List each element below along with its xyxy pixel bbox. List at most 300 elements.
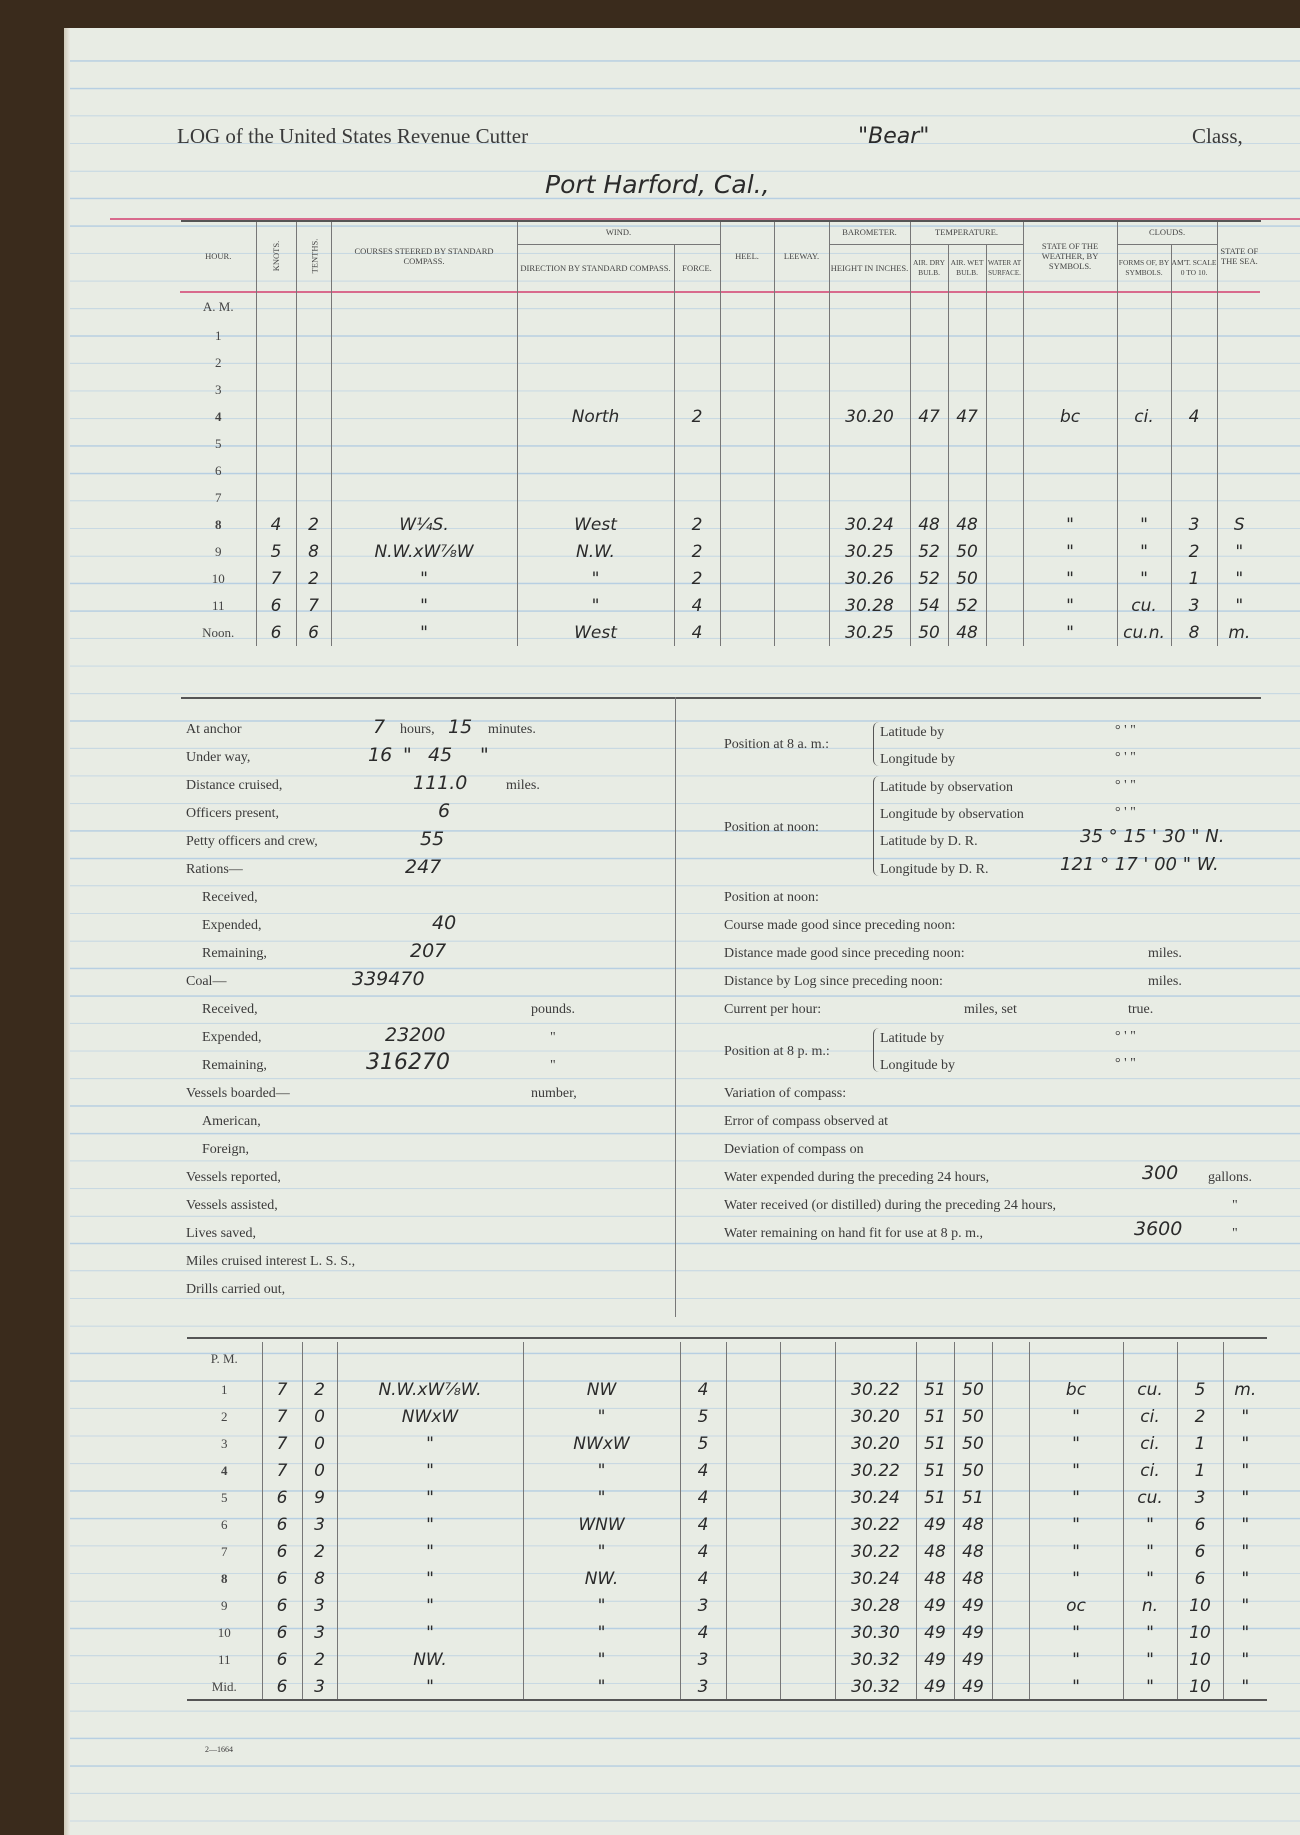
knots-cell: 7 bbox=[256, 565, 296, 592]
forms-cell: ci. bbox=[1123, 1430, 1177, 1457]
hour-cell: Noon. bbox=[202, 624, 235, 640]
sea-cell: " bbox=[1223, 1430, 1267, 1457]
gallons-label: gallons. bbox=[1208, 1170, 1252, 1185]
current-true: true. bbox=[1128, 1002, 1154, 1017]
hour-cell: 5 bbox=[215, 435, 222, 451]
distance-log-miles: miles. bbox=[1148, 974, 1182, 989]
knots-cell: 6 bbox=[262, 1511, 302, 1538]
dry-cell: 51 bbox=[916, 1376, 954, 1403]
dry-cell: 52 bbox=[910, 565, 948, 592]
dir-cell: NWxW bbox=[523, 1430, 680, 1457]
coal-remaining-label: Remaining, bbox=[202, 1058, 267, 1073]
tenths-cell: 2 bbox=[302, 1646, 337, 1673]
tenths-cell: 2 bbox=[302, 1376, 337, 1403]
wet-cell: 48 bbox=[948, 619, 986, 646]
wet-cell: 50 bbox=[954, 1376, 992, 1403]
long-8am-label: Longitude by bbox=[880, 752, 956, 767]
force-cell: 4 bbox=[674, 592, 720, 619]
amt-cell: 3 bbox=[1177, 1484, 1223, 1511]
weather-cell: " bbox=[1029, 1484, 1123, 1511]
baro-cell: 30.30 bbox=[835, 1619, 916, 1646]
tenths-cell: 6 bbox=[296, 619, 331, 646]
dir-cell: West bbox=[517, 619, 674, 646]
dry-cell: 48 bbox=[916, 1565, 954, 1592]
weather-cell: " bbox=[1029, 1430, 1123, 1457]
dir-cell: " bbox=[523, 1592, 680, 1619]
col-courses: COURSES STEERED BY STANDARD COMPASS. bbox=[331, 220, 517, 292]
weather-cell: " bbox=[1029, 1403, 1123, 1430]
col-air-dry: AIR. DRY BULB. bbox=[910, 244, 948, 292]
tenths-cell: 3 bbox=[302, 1511, 337, 1538]
rations-label: Rations— bbox=[186, 862, 243, 877]
long-8pm-marks: ° ' " bbox=[1115, 1056, 1136, 1071]
tenths-cell: 2 bbox=[296, 511, 331, 538]
forms-cell: cu. bbox=[1123, 1376, 1177, 1403]
knots-cell: 6 bbox=[262, 1646, 302, 1673]
water-remaining-value: 3600 bbox=[1134, 1218, 1183, 1240]
amt-cell: 1 bbox=[1171, 565, 1217, 592]
force-cell: 3 bbox=[680, 1646, 726, 1673]
gallons-ditto-2: " bbox=[1232, 1226, 1238, 1241]
long-8am-marks: ° ' " bbox=[1115, 750, 1136, 765]
col-cloud-forms: FORMS OF, BY SYMBOLS. bbox=[1117, 244, 1171, 292]
dry-cell: 51 bbox=[916, 1403, 954, 1430]
col-cloud-amount: AM'T. SCALE 0 TO 10. bbox=[1171, 244, 1217, 292]
foreign-label: Foreign, bbox=[202, 1142, 250, 1157]
vessel-name: "Bear" bbox=[858, 124, 930, 149]
under-way-hours: 16 bbox=[368, 744, 393, 766]
wet-cell: 50 bbox=[954, 1457, 992, 1484]
dry-cell: 49 bbox=[916, 1619, 954, 1646]
hour-cell: 6 bbox=[221, 1516, 228, 1532]
rations-remaining-label: Remaining, bbox=[202, 946, 267, 961]
sea-cell: " bbox=[1217, 565, 1261, 592]
coal-label: Coal— bbox=[186, 974, 227, 989]
sea-cell: " bbox=[1223, 1484, 1267, 1511]
col-weather: STATE OF THE WEATHER, BY SYMBOLS. bbox=[1023, 220, 1117, 292]
col-sea: STATE OF THE SEA. bbox=[1217, 220, 1261, 292]
lat-8pm-marks: ° ' " bbox=[1115, 1029, 1136, 1044]
rations-received-label: Received, bbox=[202, 890, 258, 905]
amt-cell: 6 bbox=[1177, 1538, 1223, 1565]
knots-cell: 7 bbox=[262, 1457, 302, 1484]
wet-cell: 50 bbox=[948, 565, 986, 592]
weather-cell: " bbox=[1029, 1646, 1123, 1673]
course-cell: " bbox=[337, 1430, 523, 1457]
sea-cell: m. bbox=[1217, 619, 1261, 646]
col-wind: WIND. bbox=[517, 220, 720, 244]
brace-8pm bbox=[873, 1028, 879, 1072]
dry-cell: 48 bbox=[910, 511, 948, 538]
wet-cell: 50 bbox=[954, 1430, 992, 1457]
weather-cell: bc bbox=[1029, 1376, 1123, 1403]
dry-cell: 49 bbox=[916, 1646, 954, 1673]
dir-cell: " bbox=[523, 1457, 680, 1484]
dry-cell: 50 bbox=[910, 619, 948, 646]
under-way-ditto-2: " bbox=[480, 744, 489, 766]
force-cell: 2 bbox=[674, 511, 720, 538]
col-water-surface: WATER AT SURFACE. bbox=[986, 244, 1023, 292]
forms-cell: " bbox=[1123, 1538, 1177, 1565]
force-cell: 4 bbox=[680, 1484, 726, 1511]
dir-cell: " bbox=[523, 1484, 680, 1511]
officers-value: 6 bbox=[438, 800, 451, 822]
forms-cell: " bbox=[1123, 1511, 1177, 1538]
location: Port Harford, Cal., bbox=[545, 170, 770, 199]
dry-cell: 49 bbox=[916, 1592, 954, 1619]
dry-cell: 48 bbox=[916, 1538, 954, 1565]
error-label: Error of compass observed at bbox=[724, 1114, 889, 1129]
course-cell: " bbox=[337, 1619, 523, 1646]
wet-cell: 49 bbox=[954, 1646, 992, 1673]
col-knots: KNOTS. bbox=[256, 220, 296, 292]
tenths-cell: 2 bbox=[296, 565, 331, 592]
amt-cell: 10 bbox=[1177, 1646, 1223, 1673]
lat-8pm-label: Latitude by bbox=[880, 1031, 945, 1046]
distance-good-miles: miles. bbox=[1148, 946, 1182, 961]
brace-noon bbox=[873, 776, 879, 876]
forms-cell: ci. bbox=[1123, 1457, 1177, 1484]
hour-cell: 7 bbox=[215, 489, 222, 505]
knots-cell: 7 bbox=[262, 1403, 302, 1430]
coal-received-label: Received, bbox=[202, 1002, 258, 1017]
weather-cell: " bbox=[1029, 1673, 1123, 1700]
forms-cell: " bbox=[1117, 511, 1171, 538]
course-cell: " bbox=[337, 1592, 523, 1619]
hour-cell: 7 bbox=[221, 1543, 228, 1559]
coal-value: 339470 bbox=[352, 968, 425, 990]
tenths-cell: 0 bbox=[302, 1457, 337, 1484]
force-cell: 4 bbox=[674, 619, 720, 646]
hour-cell: 9 bbox=[215, 543, 222, 559]
course-cell: " bbox=[337, 1673, 523, 1700]
baro-cell: 30.24 bbox=[835, 1565, 916, 1592]
long-obs-label: Longitude by observation bbox=[880, 807, 1024, 822]
wet-cell: 48 bbox=[948, 511, 986, 538]
water-expended-label: Water expended during the preceding 24 hours, bbox=[724, 1170, 990, 1185]
position-noon-label: Position at noon: bbox=[724, 820, 819, 835]
wet-cell: 47 bbox=[948, 403, 986, 430]
distance-cruised-label: Distance cruised, bbox=[186, 778, 283, 793]
sea-cell: " bbox=[1223, 1646, 1267, 1673]
wet-cell: 48 bbox=[954, 1565, 992, 1592]
vessels-assisted-label: Vessels assisted, bbox=[186, 1198, 278, 1213]
dry-cell: 51 bbox=[916, 1430, 954, 1457]
sea-cell: " bbox=[1223, 1511, 1267, 1538]
baro-cell: 30.32 bbox=[835, 1646, 916, 1673]
class-label: Class, bbox=[1192, 124, 1243, 148]
baro-cell: 30.24 bbox=[829, 511, 910, 538]
baro-cell: 30.20 bbox=[835, 1430, 916, 1457]
amt-cell: 3 bbox=[1171, 511, 1217, 538]
dry-cell: 47 bbox=[910, 403, 948, 430]
rations-remaining-value: 207 bbox=[410, 940, 447, 962]
force-cell: 2 bbox=[674, 403, 720, 430]
wet-cell: 51 bbox=[954, 1484, 992, 1511]
brace-8am bbox=[873, 722, 879, 766]
at-anchor-minutes: 15 bbox=[448, 716, 473, 738]
knots-cell: 4 bbox=[256, 511, 296, 538]
amt-cell: 4 bbox=[1171, 403, 1217, 430]
at-anchor-hours: 7 bbox=[373, 716, 386, 738]
wet-cell: 52 bbox=[948, 592, 986, 619]
hour-cell: 8 bbox=[221, 1570, 228, 1586]
forms-cell: " bbox=[1123, 1565, 1177, 1592]
current-miles-set: miles, set bbox=[964, 1002, 1017, 1017]
force-cell: 5 bbox=[680, 1430, 726, 1457]
position-8am-label: Position at 8 a. m.: bbox=[724, 737, 829, 752]
baro-cell: 30.28 bbox=[835, 1592, 916, 1619]
hour-cell: 1 bbox=[221, 1381, 228, 1397]
distance-cruised-value: 111.0 bbox=[413, 772, 468, 794]
forms-cell: " bbox=[1123, 1673, 1177, 1700]
col-wind-direction: DIRECTION BY STANDARD COMPASS. bbox=[517, 244, 674, 292]
forms-cell: " bbox=[1123, 1619, 1177, 1646]
current-label: Current per hour: bbox=[724, 1002, 822, 1017]
hour-cell: 10 bbox=[217, 1624, 231, 1640]
sea-cell: " bbox=[1217, 592, 1261, 619]
dir-cell: NW bbox=[523, 1376, 680, 1403]
dir-cell: " bbox=[523, 1646, 680, 1673]
hour-cell: 11 bbox=[211, 597, 225, 613]
forms-cell: n. bbox=[1123, 1592, 1177, 1619]
forms-cell: cu. bbox=[1117, 592, 1171, 619]
water-received-label: Water received (or distilled) during the preceding 24 hours, bbox=[724, 1198, 1057, 1213]
lat-dr-value: 35 ° 15 ' 30 " N. bbox=[1080, 826, 1225, 847]
pounds-label: pounds. bbox=[531, 1002, 575, 1017]
forms-cell: " bbox=[1123, 1646, 1177, 1673]
wet-cell: 50 bbox=[954, 1403, 992, 1430]
long-dr-label: Longitude by D. R. bbox=[880, 862, 989, 877]
sea-cell: " bbox=[1223, 1538, 1267, 1565]
dir-cell: N.W. bbox=[517, 538, 674, 565]
force-cell: 4 bbox=[680, 1457, 726, 1484]
sea-cell: S bbox=[1217, 511, 1261, 538]
weather-cell: " bbox=[1023, 592, 1117, 619]
weather-cell: " bbox=[1029, 1511, 1123, 1538]
rations-expended-value: 40 bbox=[432, 912, 457, 934]
hour-cell: 2 bbox=[221, 1408, 228, 1424]
forms-cell: " bbox=[1117, 565, 1171, 592]
long-obs-marks: ° ' " bbox=[1115, 805, 1136, 820]
col-heel: HEEL. bbox=[720, 220, 774, 292]
under-way-label: Under way, bbox=[186, 750, 251, 765]
baro-cell: 30.32 bbox=[835, 1673, 916, 1700]
forms-cell: cu. bbox=[1123, 1484, 1177, 1511]
forms-cell: " bbox=[1117, 538, 1171, 565]
hour-cell: 11 bbox=[217, 1651, 231, 1667]
water-expended-value: 300 bbox=[1142, 1162, 1179, 1184]
amt-cell: 8 bbox=[1171, 619, 1217, 646]
lat-8am-marks: ° ' " bbox=[1115, 723, 1136, 738]
position-noon-2-label: Position at noon: bbox=[724, 890, 819, 905]
col-tenths: TENTHS. bbox=[296, 220, 331, 292]
gallons-ditto-1: " bbox=[1232, 1198, 1238, 1213]
under-way-ditto: " bbox=[403, 744, 412, 766]
col-hour: HOUR. bbox=[205, 251, 232, 261]
baro-cell: 30.26 bbox=[829, 565, 910, 592]
coal-remaining-value: 316270 bbox=[366, 1050, 450, 1075]
force-cell: 4 bbox=[680, 1619, 726, 1646]
position-8pm-label: Position at 8 p. m.: bbox=[724, 1044, 830, 1059]
dir-cell: " bbox=[517, 565, 674, 592]
col-clouds: CLOUDS. bbox=[1117, 220, 1217, 244]
hour-cell: 4 bbox=[221, 1462, 228, 1478]
force-cell: 4 bbox=[680, 1565, 726, 1592]
sea-cell: " bbox=[1223, 1403, 1267, 1430]
baro-cell: 30.24 bbox=[835, 1484, 916, 1511]
col-barometer: BAROMETER. bbox=[829, 220, 910, 244]
hour-cell: 8 bbox=[215, 516, 222, 532]
baro-cell: 30.22 bbox=[835, 1457, 916, 1484]
sea-cell: " bbox=[1223, 1619, 1267, 1646]
amt-cell: 10 bbox=[1177, 1673, 1223, 1700]
dir-cell: " bbox=[523, 1538, 680, 1565]
course-cell: NWxW bbox=[337, 1403, 523, 1430]
course-cell: " bbox=[337, 1484, 523, 1511]
force-cell: 2 bbox=[674, 538, 720, 565]
period-label: P. M. bbox=[210, 1351, 238, 1366]
deviation-label: Deviation of compass on bbox=[724, 1142, 864, 1157]
hour-cell: 6 bbox=[215, 462, 222, 478]
col-air-wet: AIR. WET BULB. bbox=[948, 244, 986, 292]
sea-cell: " bbox=[1223, 1457, 1267, 1484]
tenths-cell: 3 bbox=[302, 1619, 337, 1646]
lat-obs-label: Latitude by observation bbox=[880, 780, 1013, 795]
baro-cell: 30.25 bbox=[829, 619, 910, 646]
forms-cell: cu.n. bbox=[1117, 619, 1171, 646]
hour-cell: 5 bbox=[221, 1489, 228, 1505]
weather-cell: " bbox=[1029, 1619, 1123, 1646]
force-cell: 5 bbox=[680, 1403, 726, 1430]
course-cell: " bbox=[337, 1538, 523, 1565]
course-cell: " bbox=[331, 565, 517, 592]
vessels-reported-label: Vessels reported, bbox=[186, 1170, 281, 1185]
weather-cell: " bbox=[1023, 565, 1117, 592]
lat-obs-marks: ° ' " bbox=[1115, 778, 1136, 793]
knots-cell: 6 bbox=[262, 1538, 302, 1565]
lat-dr-label: Latitude by D. R. bbox=[880, 834, 978, 849]
weather-cell: bc bbox=[1023, 403, 1117, 430]
amt-cell: 6 bbox=[1177, 1511, 1223, 1538]
amt-cell: 1 bbox=[1177, 1430, 1223, 1457]
col-leeway: LEEWAY. bbox=[774, 220, 829, 292]
number-label: number, bbox=[531, 1086, 577, 1101]
dir-cell: " bbox=[517, 592, 674, 619]
wet-cell: 49 bbox=[954, 1619, 992, 1646]
log-title: LOG of the United States Revenue Cutter bbox=[177, 124, 529, 148]
officers-label: Officers present, bbox=[186, 806, 280, 821]
dir-cell: North bbox=[517, 403, 674, 430]
force-cell: 3 bbox=[680, 1673, 726, 1700]
distance-good-label: Distance made good since preceding noon: bbox=[724, 946, 965, 961]
force-cell: 4 bbox=[680, 1376, 726, 1403]
dir-cell: WNW bbox=[523, 1511, 680, 1538]
weather-cell: oc bbox=[1029, 1592, 1123, 1619]
baro-cell: 30.22 bbox=[835, 1511, 916, 1538]
baro-cell: 30.20 bbox=[835, 1403, 916, 1430]
amt-cell: 2 bbox=[1177, 1403, 1223, 1430]
vessels-boarded-label: Vessels boarded— bbox=[186, 1086, 290, 1101]
tenths-cell: 8 bbox=[296, 538, 331, 565]
american-label: American, bbox=[202, 1114, 261, 1129]
force-cell: 4 bbox=[680, 1511, 726, 1538]
force-cell: 4 bbox=[680, 1538, 726, 1565]
coal-expended-value: 23200 bbox=[385, 1024, 446, 1046]
summary-divider bbox=[675, 697, 676, 1317]
course-cell: N.W.xW⅞W. bbox=[337, 1376, 523, 1403]
forms-cell: ci. bbox=[1123, 1403, 1177, 1430]
pounds-ditto-1: " bbox=[550, 1030, 556, 1045]
dir-cell: " bbox=[523, 1403, 680, 1430]
variation-label: Variation of compass: bbox=[724, 1086, 847, 1101]
pm-frame bbox=[187, 1337, 1267, 1701]
hour-cell: 10 bbox=[211, 570, 225, 586]
course-cell: " bbox=[331, 592, 517, 619]
under-way-minutes: 45 bbox=[428, 744, 453, 766]
dir-cell: " bbox=[523, 1673, 680, 1700]
course-cell: N.W.xW⅞W bbox=[331, 538, 517, 565]
lat-8am-label: Latitude by bbox=[880, 725, 945, 740]
knots-cell: 6 bbox=[262, 1673, 302, 1700]
knots-cell: 6 bbox=[256, 592, 296, 619]
amt-cell: 10 bbox=[1177, 1619, 1223, 1646]
at-anchor-label: At anchor bbox=[186, 722, 242, 737]
course-good-label: Course made good since preceding noon: bbox=[724, 918, 956, 933]
weather-cell: " bbox=[1023, 619, 1117, 646]
knots-cell: 6 bbox=[262, 1565, 302, 1592]
lives-saved-label: Lives saved, bbox=[186, 1226, 256, 1241]
am-frame bbox=[181, 220, 1261, 699]
dry-cell: 49 bbox=[916, 1511, 954, 1538]
crew-label: Petty officers and crew, bbox=[186, 834, 318, 849]
baro-cell: 30.28 bbox=[829, 592, 910, 619]
long-dr-value: 121 ° 17 ' 00 " W. bbox=[1060, 854, 1219, 875]
miles-label: miles. bbox=[506, 778, 540, 793]
dry-cell: 51 bbox=[916, 1457, 954, 1484]
knots-cell: 6 bbox=[256, 619, 296, 646]
knots-cell: 6 bbox=[262, 1619, 302, 1646]
sea-cell: " bbox=[1223, 1565, 1267, 1592]
wet-cell: 48 bbox=[954, 1538, 992, 1565]
sea-cell: " bbox=[1217, 538, 1261, 565]
course-cell: " bbox=[337, 1511, 523, 1538]
wet-cell: 49 bbox=[954, 1592, 992, 1619]
distance-log-label: Distance by Log since preceding noon: bbox=[724, 974, 943, 989]
dry-cell: 51 bbox=[916, 1484, 954, 1511]
amt-cell: 5 bbox=[1177, 1376, 1223, 1403]
hour-cell: 3 bbox=[221, 1435, 228, 1451]
course-cell: W¼S. bbox=[331, 511, 517, 538]
rations-value: 247 bbox=[405, 856, 442, 878]
tenths-cell: 0 bbox=[302, 1403, 337, 1430]
drills-label: Drills carried out, bbox=[186, 1282, 286, 1297]
crew-value: 55 bbox=[420, 828, 445, 850]
tenths-cell: 8 bbox=[302, 1565, 337, 1592]
col-temperature: TEMPERATURE. bbox=[910, 220, 1023, 244]
weather-cell: " bbox=[1029, 1538, 1123, 1565]
weather-cell: " bbox=[1023, 511, 1117, 538]
minutes-label: minutes. bbox=[488, 722, 536, 737]
course-cell: " bbox=[337, 1457, 523, 1484]
long-8pm-label: Longitude by bbox=[880, 1058, 956, 1073]
form-number: 2—1664 bbox=[205, 1745, 233, 1754]
baro-cell: 30.20 bbox=[829, 403, 910, 430]
tenths-cell: 3 bbox=[302, 1673, 337, 1700]
tenths-cell: 2 bbox=[302, 1538, 337, 1565]
rations-expended-label: Expended, bbox=[202, 918, 262, 933]
tenths-cell: 7 bbox=[296, 592, 331, 619]
